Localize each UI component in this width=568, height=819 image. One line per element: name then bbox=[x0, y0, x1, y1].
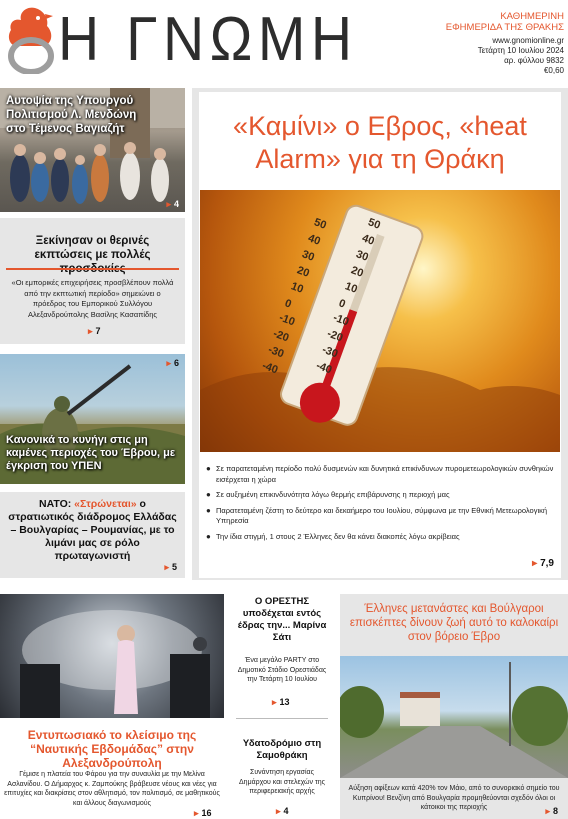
bullet-icon: ● bbox=[206, 531, 211, 541]
tourists-title: Έλληνες μετανάστες και Βούλγαροι επισκέπτες δίνουν ζωή αυτό το καλοκαίρι στον βόρειο Έβρο bbox=[349, 603, 559, 643]
concert-summary: Γέμισε η πλατεία του Φάρου για την συναυλία με την Μελίνα Ασλανίδου. Ο Δήμαρχος κ. Ζαμπούκης βράβευσε νέους και νέες για επιτυχίες και διακρίσεις στον αθλητισμό, τον πολιτισμό, σε μαθητικούς και άλλους διαγωνισμούς bbox=[4, 771, 220, 807]
seaplane-title[interactable]: Υδατοδρόμιο στη Σαμοθράκη bbox=[242, 738, 322, 761]
arrow-right-icon: ▸ bbox=[545, 806, 550, 816]
thermometer-tick-label: -10 bbox=[331, 311, 351, 329]
thermometer-tick-label: 0 bbox=[283, 297, 293, 311]
lead-bullet-item bbox=[206, 532, 556, 543]
thermometer-tick-label: 0 bbox=[337, 297, 347, 311]
lead-bullet-item bbox=[206, 464, 556, 485]
website: www.gnomionline.gr bbox=[492, 36, 564, 45]
thermometer-tick-label: 40 bbox=[306, 232, 323, 248]
thermometer-tick-label: 40 bbox=[360, 232, 377, 248]
issue-number: αρ. φύλλου 9832 bbox=[504, 56, 564, 65]
thermometer-tick-label: 50 bbox=[312, 216, 328, 232]
lead-bullet-item bbox=[206, 490, 556, 501]
street-illustration bbox=[340, 656, 568, 778]
story-minister-photo[interactable] bbox=[0, 88, 185, 212]
concert-page: ▸ 16 bbox=[194, 808, 212, 818]
story-minister-page: ▸ 4 bbox=[166, 199, 179, 209]
arrow-right-icon: ▸ bbox=[166, 358, 171, 368]
thermometer-tick-label: 30 bbox=[300, 248, 317, 264]
lead-bullet-text: Παρατεταμένη ζέστη το δεύτερο και δεκαήμερο του Ιουλίου, σύμφωνα με την Εθνική Μετεωρολογική Υπηρεσία bbox=[216, 505, 548, 525]
story-nato-title: ΝΑΤΟ: «Στρώνεται» ο στρατιωτικός διάδρομος Ελλάδας – Βουλγαρίας – Ρουμανίας, με το λιμάνι μας σε ρόλο πρωταγωνιστή bbox=[8, 498, 177, 562]
story-sales-box[interactable] bbox=[0, 218, 185, 344]
arrow-right-icon: ▸ bbox=[276, 806, 281, 816]
thermometer-tick-label: -10 bbox=[277, 311, 297, 329]
thermometer-tick-label: -40 bbox=[314, 359, 334, 377]
tourists-photo bbox=[340, 656, 568, 778]
lead-photo bbox=[200, 190, 560, 452]
lead-bullets bbox=[206, 464, 556, 547]
tourists-box[interactable] bbox=[340, 594, 568, 819]
tourists-page: ▸ 8 bbox=[545, 806, 558, 816]
tagline-region: ΕΦΗΜΕΡΙΔΑ ΤΗΣ ΘΡΑΚΗΣ bbox=[445, 22, 564, 33]
story-hunting-photo[interactable] bbox=[0, 354, 185, 484]
arrow-right-icon: ▸ bbox=[88, 326, 93, 336]
bullet-icon: ● bbox=[206, 505, 211, 515]
thermometer-tick-label: 20 bbox=[294, 264, 311, 280]
seaplane-page: ▸ 4 bbox=[276, 806, 289, 816]
concert-photo[interactable] bbox=[0, 594, 224, 718]
lead-bullet-text: Σε παρατεταμένη περίοδο πολύ δυσμενών και δυνητικά επικίνδυνων πυρομετεωρολογικών συνθηκών εισέρχεται η χώρα bbox=[216, 464, 554, 484]
thermometer-tick-label: -30 bbox=[319, 343, 339, 361]
arrow-right-icon: ▸ bbox=[532, 558, 538, 569]
thermometer-tick-label: 20 bbox=[348, 264, 365, 280]
arrow-right-icon: ▸ bbox=[164, 562, 169, 572]
tagline-daily: ΚΑΘΗΜΕΡΙΝΗ bbox=[500, 11, 564, 22]
story-hunting-page: ▸ 6 bbox=[166, 358, 179, 368]
price: €0,60 bbox=[543, 66, 564, 75]
thermometer-tick-label: -20 bbox=[325, 327, 345, 345]
singer-illustration bbox=[0, 594, 224, 718]
thermometer-tick-label: -40 bbox=[260, 359, 280, 377]
lead-bullet-text: Την ίδια στιγμή, 1 στους 2 Έλληνες δεν θα κάνει διακοπές λόγω ακρίβειας bbox=[216, 531, 460, 541]
lead-story-box[interactable] bbox=[192, 88, 568, 580]
bullet-icon: ● bbox=[206, 464, 211, 473]
story-hunting-caption: Κανονικά το κυνήγι στις μη καμένες περιοχές του Έβρου, με έγκριση του ΥΠΕΝ bbox=[6, 434, 176, 472]
arrow-right-icon: ▸ bbox=[194, 808, 199, 818]
story-sales-page: ▸ 7 bbox=[88, 326, 101, 336]
seaplane-summary: Συνάντηση εργασίας Δημάρχου και στελεχών της περιφερειακής αρχής bbox=[239, 769, 325, 795]
concert-title[interactable]: Εντυπωσιακό το κλείσιμο της “Ναυτικής Εβδομάδας” στην Αλεξανδρούπολη bbox=[27, 728, 197, 770]
thermometer-tick-label: 30 bbox=[354, 248, 371, 264]
lead-bullet-text: Σε αυξημένη επικινδυνότητα λόγω θερμής επιβάρυνσης η περιοχή μας bbox=[216, 490, 450, 499]
divider bbox=[236, 718, 328, 719]
tourists-summary: Αύξηση αφίξεων κατά 420% τον Μάιο, από το συνοριακό σημείο του Κυπρίνου! Βενζίνη από Βουλγαρία προμηθεύονται σχεδόν όλοι οι κάτοικοι της περιοχής bbox=[348, 785, 560, 811]
arrow-right-icon: ▸ bbox=[166, 199, 171, 209]
arrow-right-icon: ▸ bbox=[272, 697, 277, 707]
story-nato-box[interactable] bbox=[0, 492, 185, 578]
thermometer-tick-label: -20 bbox=[271, 327, 291, 345]
story-nato-highlight: «Στρώνεται» bbox=[74, 498, 137, 510]
story-sales-title: Ξεκίνησαν οι θερινές εκπτώσεις με πολλές bbox=[34, 235, 151, 261]
divider bbox=[6, 268, 179, 270]
masthead bbox=[0, 0, 568, 84]
lead-bullet-item bbox=[206, 506, 556, 527]
story-sales-summary: «Οι εμπορικές επιχειρήσεις προσβλέπουν πολλά από την εκπτωτική περίοδο» σημειώνει ο πρόεδρος του Εμπορικού Συλλόγου Αλεξανδρούπολης Βασίλης Κασαπίδης bbox=[11, 278, 174, 319]
thermometer-tick-label: 10 bbox=[343, 280, 359, 296]
thermometer-scale bbox=[200, 190, 560, 452]
thermometer-tick-label: 10 bbox=[289, 280, 305, 296]
lead-headline: «Καμίνι» ο Εβρος, «heat Alarm» για τη Θράκη bbox=[233, 111, 527, 174]
lead-page: ▸ 7,9 bbox=[532, 558, 554, 569]
thermometer-tick-label: 50 bbox=[366, 216, 382, 232]
issue-date: Τετάρτη 10 Ιουλίου 2024 bbox=[477, 46, 564, 55]
brand-logotype: Η ΓΝΩΜΗ bbox=[58, 5, 358, 74]
story-nato-page: ▸ 5 bbox=[164, 562, 177, 572]
story-minister-caption: Αυτοψία της Υπουργού Πολιτισμού Λ. Μενδώνη στο Τέμενος Βαγιαζήτ bbox=[6, 95, 137, 135]
bird-logo-icon bbox=[5, 4, 57, 74]
orestis-page: ▸ 13 bbox=[272, 697, 290, 707]
thermometer-tick-label: -30 bbox=[265, 343, 285, 361]
orestis-title[interactable]: Ο ΟΡΕΣΤΗΣ υποδέχεται εντός έδρας την... Μαρίνα Σάτι bbox=[237, 596, 327, 643]
orestis-summary: Ένα μεγάλο PARTY στο Δημοτικό Στάδιο Ορεστιάδας την Τετάρτη 10 Ιουλίου bbox=[237, 657, 327, 683]
bullet-icon: ● bbox=[206, 490, 211, 499]
